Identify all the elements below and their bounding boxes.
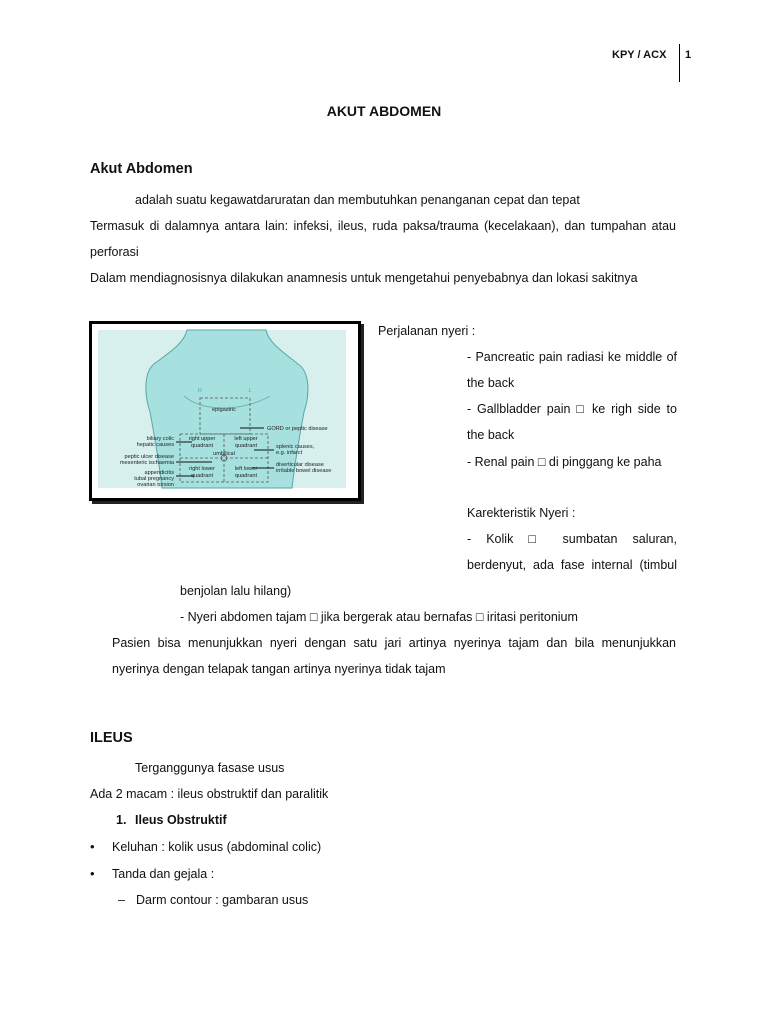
label-mesenteric: mesenteric ischaemia [119, 460, 174, 466]
ileus-line: Ada 2 macam : ileus obstruktif dan paralitik [90, 787, 329, 801]
nyeri-item-line: - Gallbladder pain □ ke righ side to [467, 402, 677, 416]
label-quadrant: quadrant [190, 473, 214, 479]
paragraph-line: perforasi [90, 245, 139, 259]
paragraph-line: Dalam mendiagnosisnya dilakukan anamnesis untuk mengetahui penyebabnya dan lokasi sakitnya [90, 271, 638, 285]
paragraph-line: Termasuk di dalamnya antara lain: infeksi, ileus, ruda paksa/trauma (kecelakaan), dan tumpahan atau [90, 219, 676, 233]
label-appendicitis: appendicitis [144, 470, 174, 476]
label-infarct: e.g. infarct [276, 450, 303, 456]
label-nipple-r: R [197, 388, 203, 394]
bullet-item: Tanda dan gejala : [112, 867, 215, 881]
label-tubal: tubal pregnancy [134, 476, 174, 482]
header-divider [679, 44, 680, 82]
kolik-line: - Kolik □ sumbatan saluran, [467, 532, 677, 546]
bullet-item: Keluhan : kolik usus (abdominal colic) [112, 840, 322, 854]
karakteristik-heading: Karekteristik Nyeri : [467, 506, 576, 520]
nyeri-heading: Perjalanan nyeri : [378, 324, 476, 338]
label-diverticular: diverticular disease [276, 462, 324, 468]
label-quadrant: quadrant [234, 443, 258, 449]
label-ovarian: ovarian torsion [137, 482, 174, 488]
dash-marker: – [118, 893, 125, 907]
paragraph-line: adalah suatu kegawatdaruratan dan membutuhkan penanganan cepat dan tepat [135, 193, 580, 207]
abdomen-diagram-svg [92, 324, 352, 492]
label-left-upper: left upper [234, 436, 258, 442]
label-quadrant: quadrant [234, 473, 258, 479]
nyeri-item-line: the back [467, 428, 515, 442]
page-title: AKUT ABDOMEN [326, 103, 442, 119]
section-heading-akut-abdomen: Akut Abdomen [90, 161, 193, 177]
kolik-line: benjolan lalu hilang) [180, 584, 292, 598]
nyeri-item-line: the back [467, 376, 515, 390]
label-ibd: irritable bowel disease [276, 468, 332, 474]
page-number: 1 [685, 49, 692, 61]
section-heading-ileus: ILEUS [90, 730, 133, 746]
nyeri-item-line: - Renal pain □ di pinggang ke paha [467, 455, 662, 469]
pasien-line: nyerinya dengan telapak tangan artinya nyerinya tidak tajam [112, 662, 446, 676]
label-hepatic: hepatic causes [136, 442, 174, 448]
abdomen-quadrants-figure [89, 321, 361, 501]
bullet-icon: • [90, 866, 95, 881]
label-nipple-l: L [248, 388, 252, 394]
ileus-line: Terganggunya fasase usus [135, 761, 285, 775]
label-right-lower: right lower [189, 466, 215, 472]
label-gord: GORD or peptic disease [267, 426, 328, 432]
label-right-upper: right upper [188, 436, 216, 442]
label-biliary: biliary colic [146, 436, 174, 442]
label-umbilical: umbilical [213, 451, 235, 457]
bullet-icon: • [90, 839, 95, 854]
label-peptic-ulcer: peptic ulcer disease [124, 454, 174, 460]
nyeri-item-line: - Pancreatic pain radiasi ke middle of [467, 350, 677, 364]
label-left-lower: left lower [234, 466, 258, 472]
header-label: KPY / ACX [612, 49, 667, 61]
nyeri-tajam-line: - Nyeri abdomen tajam □ jika bergerak atau bernafas □ iritasi peritonium [180, 610, 578, 624]
dash-item: Darm contour : gambaran usus [136, 893, 309, 907]
numbered-item-number: 1. [116, 813, 127, 827]
label-epigastric: epigastric [212, 407, 236, 413]
kolik-line: berdenyut, ada fase internal (timbul [467, 558, 677, 572]
label-splenic: splenic causes, [276, 444, 315, 450]
pasien-line: Pasien bisa menunjukkan nyeri dengan satu jari artinya nyerinya tajam dan bila menunjukkan [112, 636, 676, 650]
numbered-item-text: Ileus Obstruktif [135, 813, 227, 827]
label-quadrant: quadrant [190, 443, 214, 449]
